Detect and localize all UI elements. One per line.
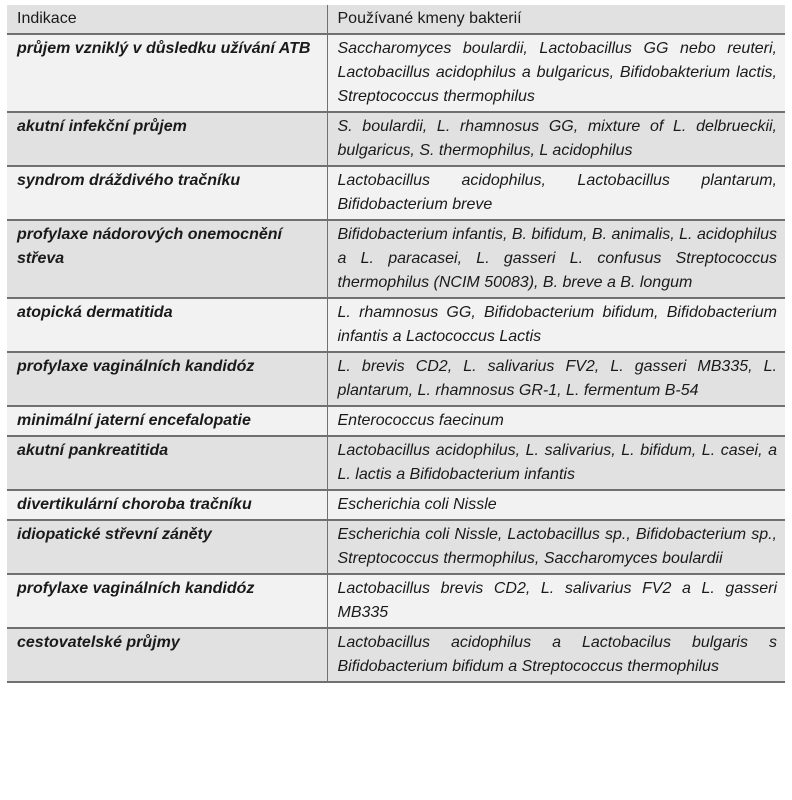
- table-row: [7, 220, 785, 298]
- indication-cell: akutní infekční průjem: [7, 112, 327, 166]
- indication-cell: průjem vzniklý v důsledku užívání ATB: [7, 34, 327, 112]
- table-row: [7, 298, 785, 352]
- indication-cell: akutní pankreatitida: [7, 436, 327, 490]
- indication-cell: profylaxe nádorových onemocnění střeva: [7, 220, 327, 298]
- table-body: [7, 34, 785, 682]
- table-row: [7, 436, 785, 490]
- indication-cell: cestovatelské průjmy: [7, 628, 327, 682]
- indication-cell: profylaxe vaginálních kandidóz: [7, 574, 327, 628]
- table-row: [7, 520, 785, 574]
- strains-cell: L. rhamnosus GG, Bifidobacterium bifidum, Bifidobacterium infantis a Lactococcus Lactis: [327, 298, 785, 352]
- table-row: [7, 628, 785, 682]
- table-row: [7, 490, 785, 520]
- strains-cell: Escherichia coli Nissle: [327, 490, 785, 520]
- indication-cell: profylaxe vaginálních kandidóz: [7, 352, 327, 406]
- header-indication: Indikace: [7, 5, 327, 34]
- header-strains: Používané kmeny bakterií: [327, 5, 785, 34]
- table-row: [7, 166, 785, 220]
- indication-cell: atopická dermatitida: [7, 298, 327, 352]
- indication-cell: syndrom dráždivého tračníku: [7, 166, 327, 220]
- strains-cell: Escherichia coli Nissle, Lactobacillus sp., Bifidobacterium sp., Streptococcus thermophilus, Saccharomyces boulardii: [327, 520, 785, 574]
- strains-cell: Lactobacillus acidophilus, Lactobacillus plantarum, Bifidobacterium breve: [327, 166, 785, 220]
- strains-cell: Lactobacillus acidophilus, L. salivarius, L. bifidum, L. casei, a L. lactis a Bifidobacterium infantis: [327, 436, 785, 490]
- table-row: [7, 352, 785, 406]
- table-row: [7, 406, 785, 436]
- indication-cell: minimální jaterní encefalopatie: [7, 406, 327, 436]
- strains-cell: Lactobacillus acidophilus a Lactobacilus bulgaris s Bifidobacterium bifidum a Streptococcus thermophilus: [327, 628, 785, 682]
- table-row: [7, 574, 785, 628]
- indication-cell: idiopatické střevní záněty: [7, 520, 327, 574]
- header-row: [7, 5, 785, 34]
- indication-cell: divertikulární choroba tračníku: [7, 490, 327, 520]
- strains-cell: Saccharomyces boulardii, Lactobacillus GG nebo reuteri, Lactobacillus acidophilus a bulgaricus, Bifidobakterium lactis, Streptococcus thermophilus: [327, 34, 785, 112]
- strains-cell: S. boulardii, L. rhamnosus GG, mixture of L. delbrueckii, bulgaricus, S. thermophilus, L acidophilus: [327, 112, 785, 166]
- table-header: [7, 5, 785, 34]
- strains-cell: Lactobacillus brevis CD2, L. salivarius FV2 a L. gasseri MB335: [327, 574, 785, 628]
- table-row: [7, 34, 785, 112]
- strains-cell: Enterococcus faecinum: [327, 406, 785, 436]
- strains-cell: L. brevis CD2, L. salivarius FV2, L. gasseri MB335, L. plantarum, L. rhamnosus GR-1, L. fermentum B-54: [327, 352, 785, 406]
- probiotics-table: [7, 5, 785, 683]
- table-row: [7, 112, 785, 166]
- strains-cell: Bifidobacterium infantis, B. bifidum, B. animalis, L. acidophilus a L. paracasei, L. gasseri L. confusus Streptococcus thermophilus (NCIM 50083), B. breve a B. longum: [327, 220, 785, 298]
